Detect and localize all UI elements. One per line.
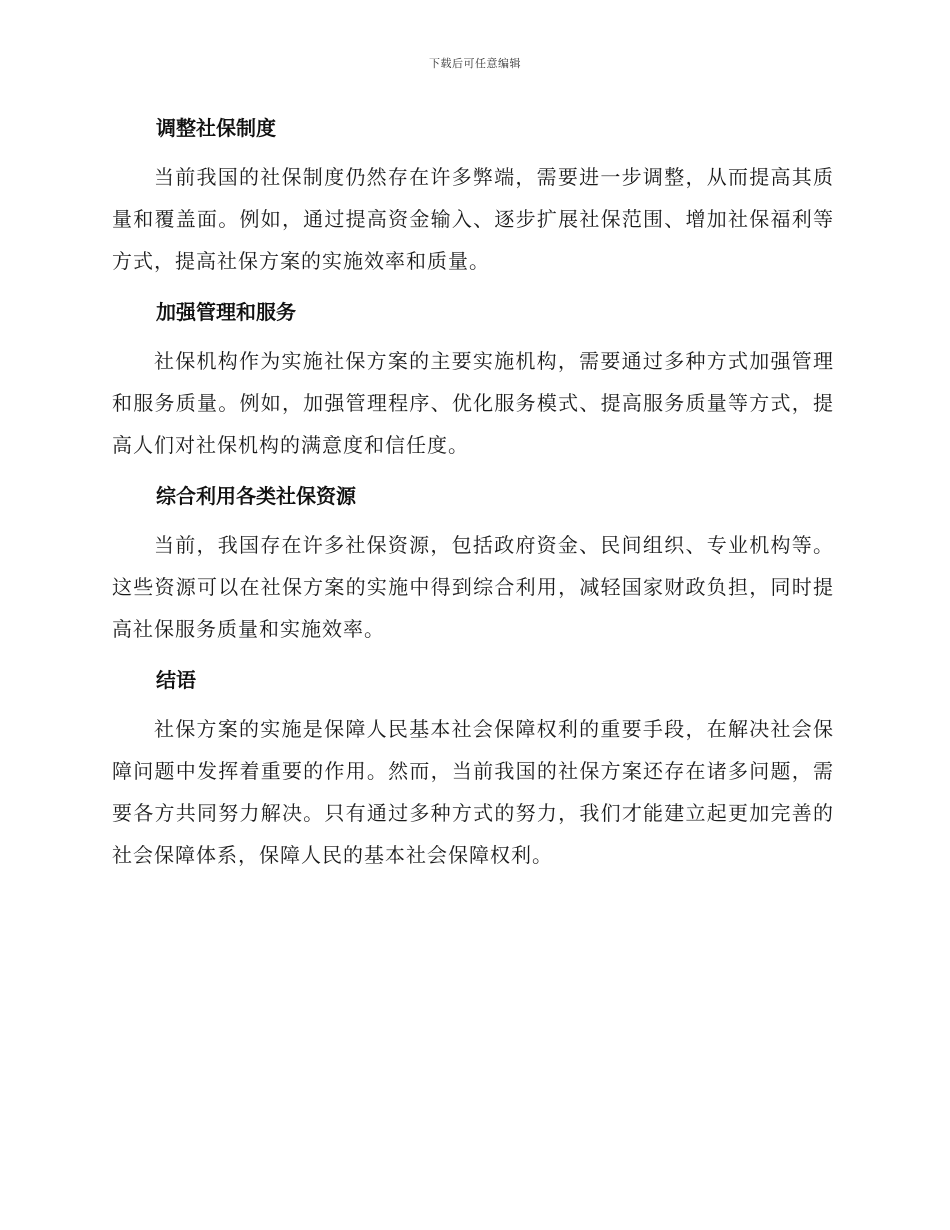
section-heading: 结语 [156, 668, 196, 692]
section-heading: 加强管理和服务 [156, 300, 296, 324]
section-adjust-system [112, 108, 834, 282]
section-heading: 调整社保制度 [156, 116, 276, 140]
section-management-service [112, 292, 834, 466]
section-paragraph: 当前，我国存在许多社保资源，包括政府资金、民间组织、专业机构等。这些资源可以在社保方案的实施中得到综合利用，减轻国家财政负担，同时提高社保服务质量和实施效率。 [112, 533, 834, 641]
page-header: 下载后可任意编辑 [429, 57, 521, 70]
section-paragraph: 社保方案的实施是保障人民基本社会保障权利的重要手段，在解决社会保障问题中发挥着重要的作用。然而，当前我国的社保方案还存在诸多问题，需要各方共同努力解决。只有通过多种方式的努力，我们才能建立起更加完善的社会保障体系，保障人民的基本社会保障权利。 [112, 717, 834, 867]
section-conclusion [112, 660, 834, 876]
section-resources [112, 476, 834, 650]
section-paragraph: 社保机构作为实施社保方案的主要实施机构，需要通过多种方式加强管理和服务质量。例如，加强管理程序、优化服务模式、提高服务质量等方式，提高人们对社保机构的满意度和信任度。 [112, 349, 834, 457]
document-content [112, 108, 834, 886]
section-paragraph: 当前我国的社保制度仍然存在许多弊端，需要进一步调整，从而提高其质量和覆盖面。例如，通过提高资金输入、逐步扩展社保范围、增加社保福利等方式，提高社保方案的实施效率和质量。 [112, 165, 834, 273]
section-heading: 综合利用各类社保资源 [156, 484, 356, 508]
